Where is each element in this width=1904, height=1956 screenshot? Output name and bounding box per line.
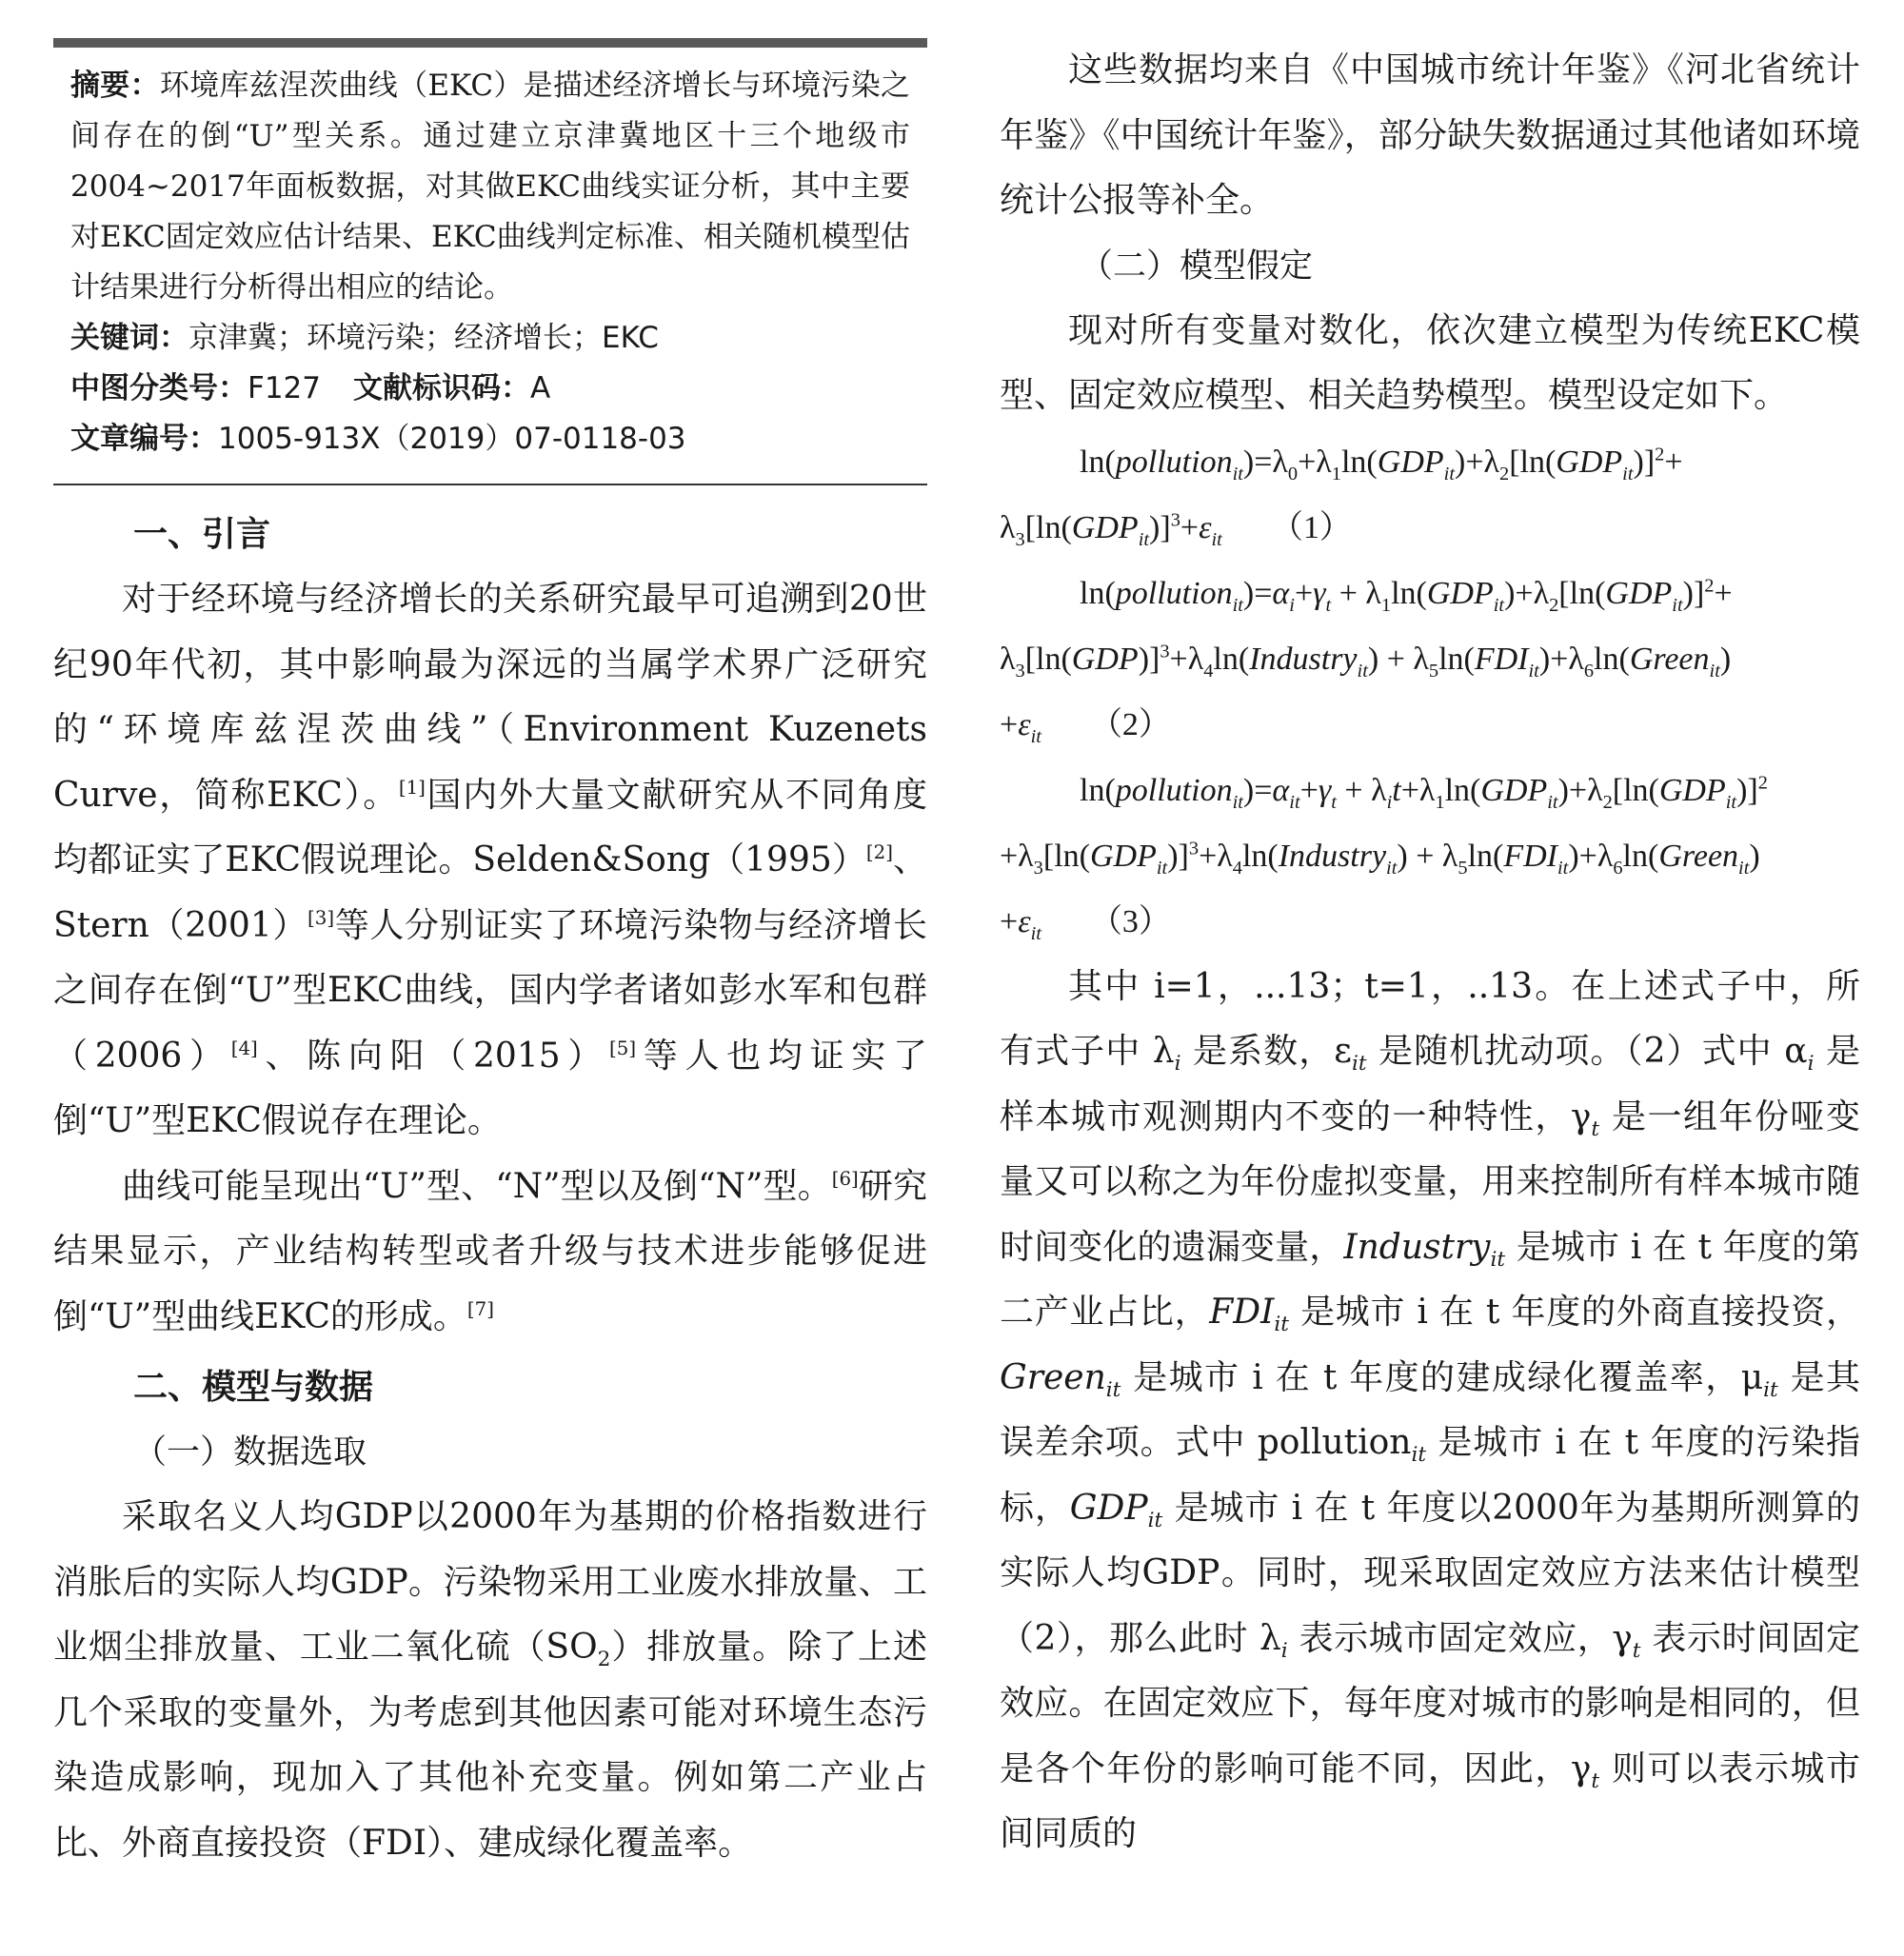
equation-3-number: （3） bbox=[1089, 903, 1171, 939]
text-run: 曲线可能呈现出“U”型、“N”型以及倒“N”型。 bbox=[122, 1166, 832, 1206]
top-rule bbox=[53, 38, 927, 48]
article-no-label: 文章编号： bbox=[70, 422, 218, 456]
intro-paragraph-1 bbox=[53, 567, 927, 1155]
text-run: 其中 i=1，...13；t=1，..13。在上述式子中，所有式子中 λ bbox=[1000, 966, 1860, 1071]
right-column bbox=[1000, 38, 1860, 1867]
classification-line bbox=[53, 364, 927, 414]
article-number bbox=[53, 414, 927, 464]
equation-1-cont: $\lambda_3[\ln(GDP_{it})]^3+\varepsilon_{it}$ （1） bbox=[1000, 509, 1352, 550]
text-run: 是随机扰动项。（2）式中 α bbox=[1378, 1032, 1808, 1071]
article-no-value: 1005-913X（2019）07-0118-03 bbox=[218, 422, 686, 456]
abstract-text: 环境库兹涅茨曲线（EKC）是描述经济增长与环境污染之间存在的倒“U”型关系。通过建立京津冀地区十三个地级市2004~2017年面板数据，对其做EKC曲线实证分析，其中主要对EKC固定效应估计结果、EKC曲线判定标准、相关随机模型估计结果进行分析得出相应的结论。 bbox=[70, 69, 910, 305]
abstract-label: 摘要： bbox=[70, 69, 160, 103]
model-intro-paragraph: 现对所有变量对数化，依次建立模型为传统EKC模型、固定效应模型、相关趋势模型。模型设定如下。 bbox=[1000, 310, 1860, 415]
text-run: ）排放量。除了上述几个采取的变量外，为考虑到其他因素可能对环境生态污染造成影响，现加入了其他补充变量。例如第二产业占比、外商直接投资（FDI）、建成绿化覆盖率。 bbox=[53, 1628, 927, 1863]
equation-2: $\ln(pollution_{it})=\alpha_i+\gamma_t + \lambda_1\ln(GDP_{it})+\lambda_2[\ln(GDP_{it})]^2+$ bbox=[1080, 575, 1733, 616]
equation-1: $\ln(pollution_{it})=\lambda_0+\lambda_1\ln(GDP_{it})+\lambda_2[\ln(GDP_{it})]^2+$ bbox=[1080, 444, 1683, 484]
section-2-heading: 二、模型与数据 bbox=[133, 1368, 374, 1407]
citation: [7] bbox=[466, 1297, 494, 1320]
text-run: 是城市 i 在 t 年度的建成绿化覆盖率，μ bbox=[1133, 1357, 1764, 1397]
abstract-divider bbox=[53, 484, 927, 485]
subscript: 2 bbox=[597, 1648, 611, 1672]
citation: [4] bbox=[230, 1037, 258, 1059]
text-run: 是城市 i 在 t 年度的污染指标， bbox=[1000, 1423, 1860, 1528]
left-column bbox=[53, 38, 927, 1876]
equation-3-end: $+\varepsilon_{it}$ （3） bbox=[1000, 903, 1171, 944]
data-source-paragraph: 这些数据均来自《中国城市统计年鉴》《河北省统计年鉴》《中国统计年鉴》，部分缺失数据通过其他诸如环境统计公报等补全。 bbox=[1000, 50, 1860, 220]
equation-1-number: （1） bbox=[1270, 509, 1352, 545]
equation-2-end: $+\varepsilon_{it}$ （2） bbox=[1000, 706, 1171, 747]
text-run: 是城市 i 在 t 年度的第二产业占比， bbox=[1000, 1227, 1860, 1332]
subsection-model-assumption: （二）模型假定 bbox=[1080, 247, 1314, 286]
intro-paragraph-2 bbox=[53, 1155, 927, 1351]
citation: [5] bbox=[609, 1037, 637, 1059]
text-run: 是城市 i 在 t 年度以2000年为基期所测算的实际人均GDP。同时，现采取固定效应方法来估计模型（2），那么此时 λ bbox=[1000, 1488, 1860, 1658]
keywords bbox=[53, 313, 927, 364]
equation-3-cont: $+\lambda_3[\ln(GDP_{it})]^3+\lambda_4\ln(Industry_{it})$ + $\lambda_5\ln(FDI_{it})+\lambda_6\ln(Green_{it})$ bbox=[1000, 838, 1760, 879]
text-run: 是样本城市观测期内不变的一种特性，γ bbox=[1000, 1032, 1860, 1136]
citation: [3] bbox=[307, 906, 335, 929]
citation: [6] bbox=[831, 1167, 859, 1190]
equation-2-cont: $\lambda_3[\ln(GDP)]^3+\lambda_4\ln(Industry_{it})$ + $\lambda_5\ln(FDI_{it})+\lambda_6\ln(Green_{it})$ bbox=[1000, 641, 1732, 682]
doc-code-value: A bbox=[530, 371, 551, 405]
text-run: 是城市 i 在 t 年度的外商直接投资， bbox=[1300, 1293, 1860, 1332]
equation-2-number: （2） bbox=[1089, 706, 1171, 742]
text-run: 采取名义人均GDP以2000年为基期的价格指数进行消胀后的实际人均GDP。污染物采用工业废水排放量、工业烟尘排放量、工业二氧化硫（SO bbox=[53, 1497, 927, 1667]
text-run: 等人也均证实了倒“U”型EKC假说存在理论。 bbox=[53, 1036, 927, 1140]
citation: [1] bbox=[398, 776, 426, 799]
text-run: 是其误差余项。式中 bbox=[1000, 1357, 1860, 1462]
citation: [2] bbox=[865, 841, 893, 863]
text-run: 则可以表示城市间同质的 bbox=[1000, 1749, 1860, 1853]
abstract bbox=[53, 61, 927, 313]
data-paragraph bbox=[53, 1485, 927, 1876]
text-run: 是系数，ε bbox=[1193, 1032, 1352, 1071]
variable-explanation-paragraph: 其中 i=1，...13；t=1，..13。在上述式子中，所有式子中 $\lambda_i$ 是系数，$\varepsilon_{it}$ 是随机扰动项。（2）式中 $\alpha_i$ 是样本城市观测期内不变的一种特性，$\gamma_t$ 是一组年份哑变量又可以称之为年份虚拟变量，用来控制所有样本城市随时间变化的遗漏变量，Industry$_{it}$ 是城市 i 在 t 年度的第二产业占比，$FDI_{it}$ 是城市 i 在 t 年度的外商直接投资，Green$_{it}$ 是城市 i 在 t 年度的建成绿化覆盖率，$\mu_{it}$ 是其误差余项。式中 pollution$_{it}$ 是城市 i 在 t 年度的污染指标，$GDP_{it}$ 是城市 i 在 t 年度以2000年为基期所测算的实际人均GDP。同时，现采取固定效应方法来估计模型（2），那么此时 $\lambda_i$ 表示城市固定效应，$\gamma_t$ 表示时间固定效应。在固定效应下，每年度对城市的影响是相同的，但是各个年份的影响可能不同，因此，$\gamma_t$ 则可以表示城市间同质的 bbox=[1000, 966, 1860, 1853]
text-run: 、Stern（2001） bbox=[53, 840, 927, 945]
doc-code-label: 文献标识码： bbox=[353, 371, 531, 405]
keywords-text: 京津冀；环境污染；经济增长；EKC bbox=[188, 321, 659, 355]
equation-3: $\ln(pollution_{it})=\alpha_{it}+\gamma_t + \lambda_it+\lambda_1\ln(GDP_{it})+\lambda_2[\ln(GDP_{it})]^2$ bbox=[1080, 772, 1768, 813]
text-run: 是一组年份哑变量又可以称之为年份虚拟变量，用来控制所有样本城市随时间变化的遗漏变量， bbox=[1000, 1097, 1860, 1267]
text-run: 表示城市固定效应，γ bbox=[1299, 1618, 1633, 1658]
clc-label: 中图分类号： bbox=[70, 371, 248, 405]
text-run: 、陈向阳（2015） bbox=[257, 1036, 610, 1076]
clc-value: F127 bbox=[248, 371, 322, 405]
text-run: 研究结果显示，产业结构转型或者升级与技术进步能够促进倒“U”型曲线EKC的形成。 bbox=[53, 1166, 927, 1336]
keywords-label: 关键词： bbox=[70, 321, 188, 355]
text-run: 国内外大量文献研究从不同角度均都证实了EKC假说理论。Selden&Song（1995） bbox=[53, 775, 927, 879]
section-1-heading: 一、引言 bbox=[133, 515, 271, 554]
text-run: 表示时间固定效应。在固定效应下，每年度对城市的影响是相同的，但是各个年份的影响可能不同，因此，γ bbox=[1000, 1618, 1860, 1788]
text-run: 等人分别证实了环境污染物与经济增长之间存在倒“U”型EKC曲线，国内学者诸如彭水军和包群（2006） bbox=[53, 905, 927, 1076]
text-run: 对于经环境与经济增长的关系研究最早可追溯到20世纪90年代初，其中影响最为深远的当属学术界广泛研究的“环境库兹涅茨曲线”（Environment Kuzenets Curve，简称EKC）。 bbox=[53, 580, 927, 815]
subsection-data-selection: （一）数据选取 bbox=[133, 1433, 367, 1472]
